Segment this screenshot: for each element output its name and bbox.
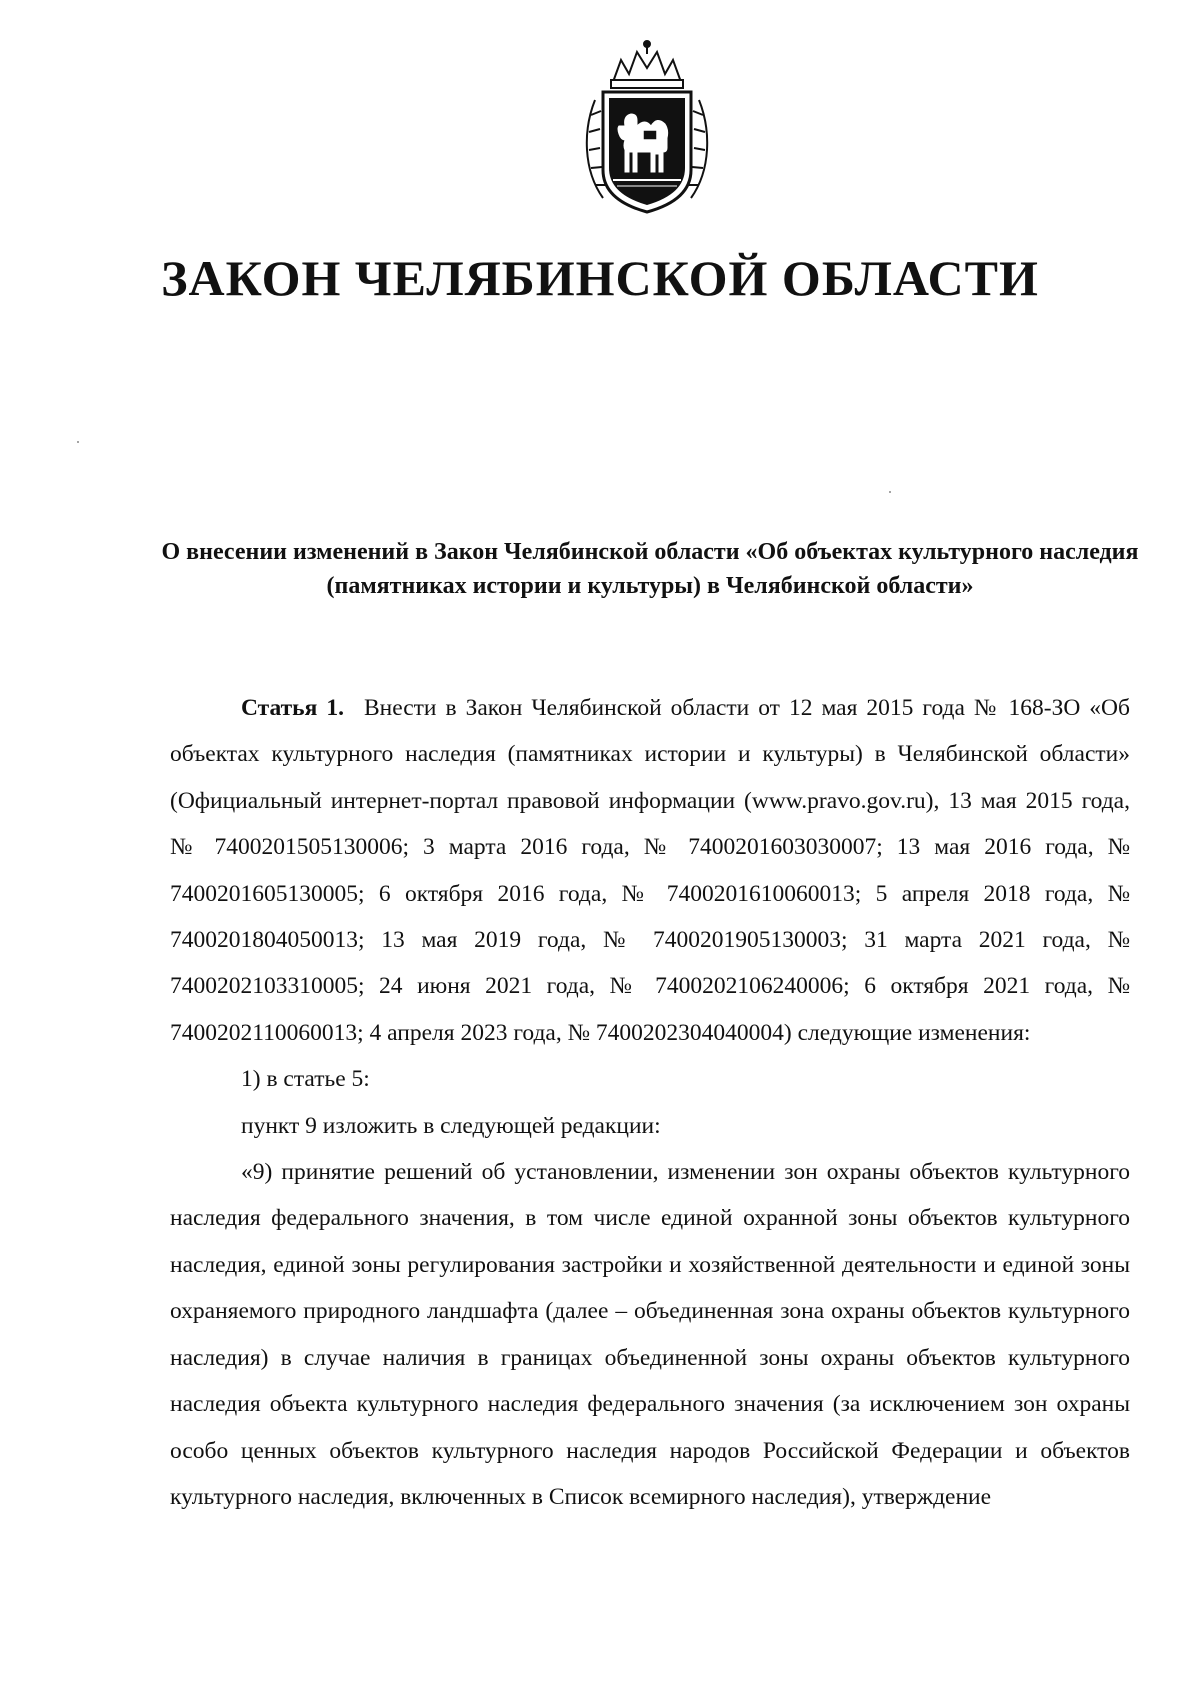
article-1-paragraph [170, 685, 1130, 1056]
scan-artifact [77, 441, 79, 443]
article-label: Статья 1. [241, 695, 344, 721]
body-paragraph: 1) в статье 5: [241, 1066, 370, 1093]
body-paragraph: «9) принятие решений об установлении, изменении зон охраны объектов культурного наследия федерального значения, в том числе единой охранной зоны объектов культурного наследия, единой зоны регулирования застройки и хозяйственной деятельности и единой зоны охраняемого природного ландшафта (далее – объединенная зона охраны объектов культурного наследия) в случае наличия в границах объединенной зоны охраны объектов культурного наследия объекта культурного наследия федерального значения (за исключением зон охраны особо ценных объектов культурного наследия народов Российской Федерации и объектов культурного наследия, включенных в Список всемирного наследия), утверждение [170, 1159, 1130, 1510]
scan-artifact [889, 491, 891, 493]
document-body [170, 685, 1130, 1520]
body-paragraph: пункт 9 изложить в следующей редакции: [241, 1112, 661, 1139]
document-subtitle: О внесении изменений в Закон Челябинской области «Об объектах культурного наследия (памятниках истории и культуры) в Челябинской области» [161, 539, 1139, 599]
chelyabinsk-coat-of-arms-icon [573, 40, 721, 217]
document-title: ЗАКОН ЧЕЛЯБИНСКОЙ ОБЛАСТИ [161, 250, 1039, 306]
body-paragraph: Внести в Закон Челябинской области от 12 мая 2015 года № 168-ЗО «Об объектах культурного наследия (памятниках истории и культуры) в Челябинской области» (Официальный интернет-портал правовой информации (www.pravo.gov.ru), 13 мая 2015 года, № 7400201505130006; 3 марта 2016 года, № 7400201603030007; 13 мая 2016 года, № 7400201605130005; 6 октября 2016 года, № 7400201610060013; 5 апреля 2018 года, № 7400201804050013; 13 мая 2019 года, № 7400201905130003; 31 марта 2021 года, № 7400202103310005; 24 июня 2021 года, № 7400202106240006; 6 октября 2021 года, № 7400202110060013; 4 апреля 2023 года, № 7400202304040004) следующие изменения: [170, 695, 1130, 1046]
